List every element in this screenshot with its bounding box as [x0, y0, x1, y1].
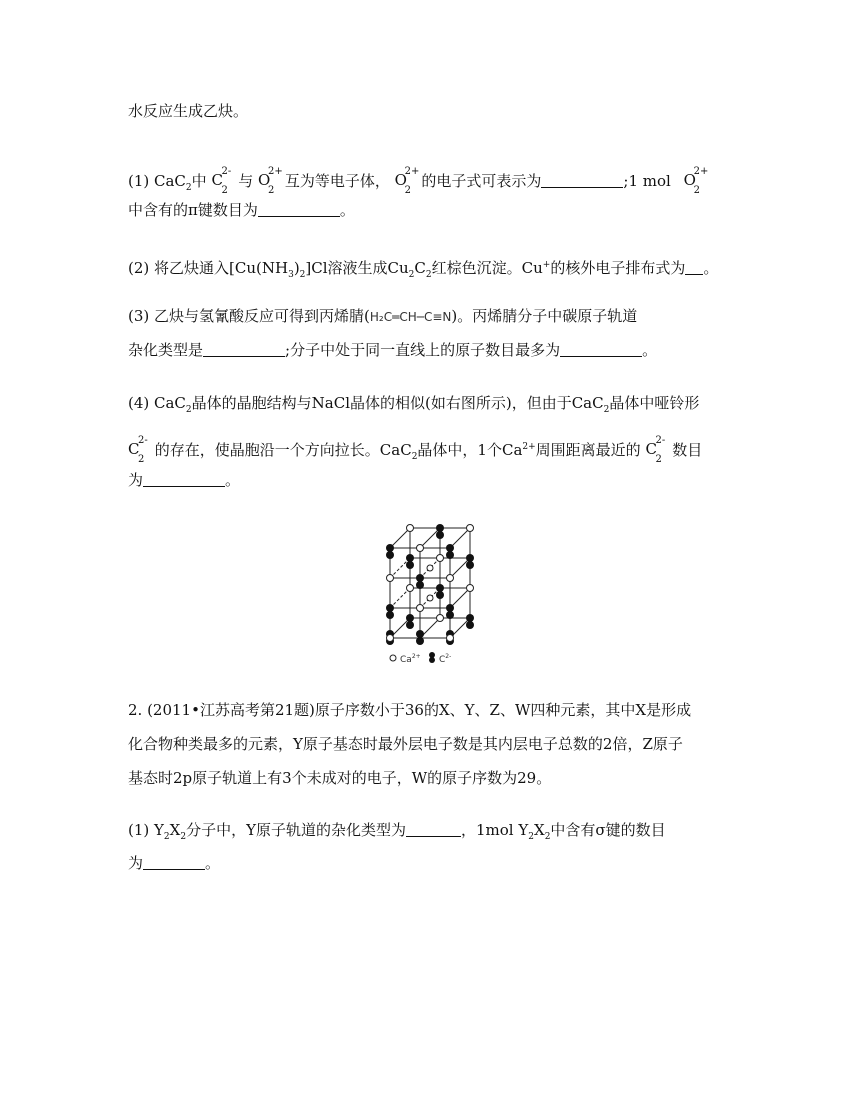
text: 基态时2p原子轨道上有3个未成对的电子，W的原子序数为29。: [128, 769, 552, 787]
text: 化合物种类最多的元素，Y原子基态时最外层电子数是其内层电子总数的2倍，Z原子: [128, 735, 683, 753]
text: 。: [225, 471, 241, 489]
text: 与: [238, 172, 254, 190]
legend: [390, 652, 451, 665]
subscript: 2: [425, 270, 432, 280]
text: X: [169, 821, 181, 839]
subscript: 3: [288, 270, 294, 280]
o2-2plus-ion: O 2+ 2: [394, 166, 420, 196]
text: 。: [339, 201, 355, 219]
superscript: +: [542, 260, 551, 270]
text: ]Cl溶液生成Cu: [305, 259, 409, 277]
ca-ions: [387, 525, 474, 642]
text: 中含有σ键的数目: [550, 821, 666, 839]
text: 杂化类型是: [128, 341, 204, 359]
text: ;分子中处于同一直线上的原子数目最多为: [285, 341, 561, 359]
text: 2. (2011•江苏高考第21题)原子序数小于36的X、Y、Z、W四种元素，其中X是形成: [128, 701, 692, 719]
answer-blank[interactable]: [203, 342, 285, 357]
c2-2-ion: C 2- 2: [128, 435, 148, 465]
text: C: [414, 259, 426, 277]
o2-2plus-ion: O 2+ 2: [258, 166, 283, 196]
answer-blank[interactable]: [258, 202, 340, 217]
subscript: 2: [408, 270, 415, 280]
text: 数目: [672, 441, 703, 459]
text: 中含有的π键数目为: [128, 201, 258, 219]
text: 为: [128, 471, 144, 489]
question-1-line-1: [128, 166, 709, 198]
subscript: 2: [185, 405, 192, 415]
text: 互为等电子体，: [284, 172, 390, 190]
subscript: 2: [299, 270, 306, 280]
ca-legend-marker: [390, 655, 396, 661]
text: 。: [642, 341, 658, 359]
text: 分子中，Y原子轨道的杂化类型为: [186, 821, 406, 839]
ca-legend-label: $Ca^{2+}$: [400, 653, 421, 665]
text: )。丙烯腈分子中碳原子轨道: [451, 307, 638, 325]
problem-2-question-1-line-2: [128, 853, 220, 873]
question-3-line-2: [128, 340, 657, 360]
text: (2) 将乙炔通入[Cu(NH: [128, 259, 289, 277]
subscript: 2: [185, 183, 192, 193]
text: 的核外电子排布式为: [550, 259, 686, 277]
text: 中: [191, 172, 207, 190]
question-4-line-1: [128, 393, 699, 420]
text-line: [128, 101, 248, 121]
answer-blank[interactable]: [143, 472, 225, 487]
subscript: 2: [544, 832, 551, 842]
c2-2-ion: C 2- 2: [211, 166, 232, 196]
problem-2-line-1: [128, 700, 691, 720]
text: 晶体中，1个Ca: [417, 441, 523, 459]
text: ，1mol Y: [460, 821, 529, 839]
text: (1) Y: [128, 821, 164, 839]
text: 的存在，使晶胞沿一个方向拉长。CaC: [154, 441, 412, 459]
question-4-line-2: [128, 435, 702, 467]
text: (1) CaC: [128, 172, 186, 190]
superscript: 2+: [522, 442, 536, 452]
text: (4) CaC: [128, 394, 186, 412]
text: (3) 乙炔与氢氰酸反应可得到丙烯腈(: [128, 307, 370, 325]
text: 的电子式可表示为: [421, 172, 542, 190]
acrylonitrile-formula: H₂C═CH─C≡N: [369, 310, 452, 324]
c2-2-ion: C 2- 2: [645, 435, 666, 465]
text: X: [534, 821, 545, 839]
c2-legend-label: $C^{2-}$: [439, 653, 452, 665]
problem-2-line-3: [128, 768, 551, 788]
text: 水反应生成乙炔。: [128, 102, 249, 120]
answer-blank[interactable]: [143, 855, 205, 870]
question-2-line: [128, 255, 718, 285]
subscript: 2: [163, 832, 170, 842]
subscript: 2: [180, 832, 187, 842]
answer-blank[interactable]: [560, 342, 642, 357]
question-4-line-3: [128, 470, 240, 490]
subscript: 2: [603, 405, 610, 415]
text: 。: [703, 259, 719, 277]
cac2-unit-cell-diagram: [380, 518, 490, 668]
question-1-line-2: [128, 200, 355, 220]
o2-2plus-ion: O 2+ 2: [683, 166, 709, 196]
answer-blank[interactable]: [541, 173, 623, 188]
text: 红棕色沉淀。Cu: [431, 259, 543, 277]
text: 周围距离最近的: [535, 441, 641, 459]
subscript: 2: [411, 452, 418, 462]
text: 晶体的晶胞结构与NaCl晶体的相似(如右图所示)，但由于CaC: [191, 394, 604, 412]
answer-blank[interactable]: [685, 260, 703, 275]
text: 。: [205, 854, 221, 872]
problem-2-question-1-line-1: [128, 820, 666, 847]
question-3-line-1: [128, 306, 637, 327]
problem-2-line-2: [128, 734, 683, 754]
answer-blank[interactable]: [406, 822, 461, 837]
text: ;1 mol: [623, 172, 671, 190]
lattice-lines: [390, 528, 470, 638]
text: 为: [128, 854, 144, 872]
subscript: 2: [528, 832, 534, 842]
text: 晶体中哑铃形: [609, 394, 700, 412]
text: ): [293, 259, 300, 277]
